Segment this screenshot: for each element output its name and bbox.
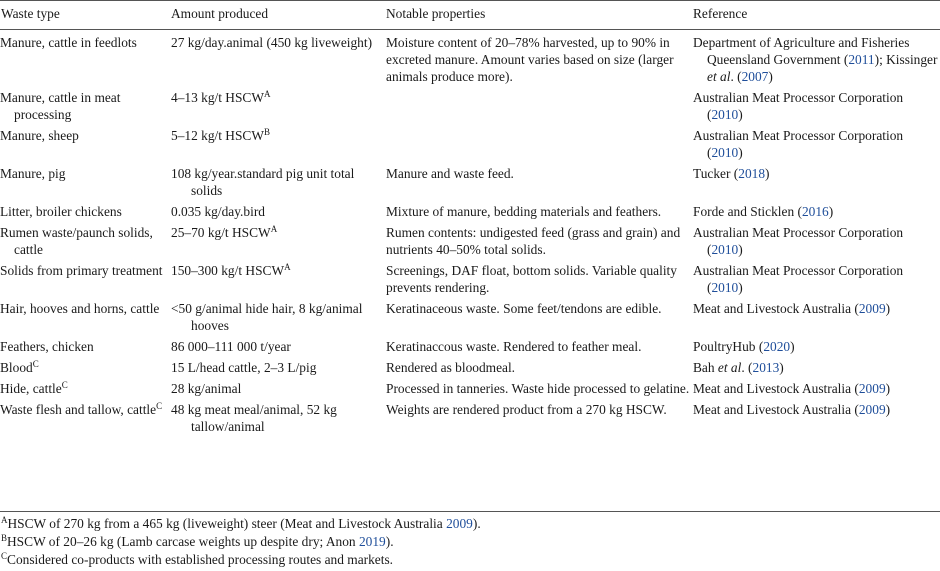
ref-year-link[interactable]: 2010 xyxy=(711,242,739,257)
table-row xyxy=(0,89,940,127)
ref-year-link[interactable]: 2011 xyxy=(848,52,875,67)
ref-text: ) xyxy=(828,204,834,219)
cell-waste xyxy=(0,359,171,380)
ref-text: Australian Meat Processor Corporation ( xyxy=(693,128,904,160)
ref-text: Meat and Livestock Australia ( xyxy=(693,301,859,316)
table-row xyxy=(0,29,940,89)
cell-amount xyxy=(171,89,386,127)
ref-text: Meat and Livestock Australia ( xyxy=(693,402,859,417)
table-row xyxy=(0,165,940,203)
cell-waste: Manure, sheep xyxy=(0,128,79,143)
table-row xyxy=(0,401,940,439)
ref-text: ); Kissinger xyxy=(874,52,938,67)
footnote xyxy=(1,533,931,551)
footnote-text: ). xyxy=(385,534,394,549)
table-row xyxy=(0,127,940,165)
ref-text: ) xyxy=(768,69,773,84)
ref-text: Meat and Livestock Australia ( xyxy=(693,381,859,396)
cell-amount: 0.035 kg/day.bird xyxy=(171,204,265,219)
cell-amount: <50 g/animal hide hair, 8 kg/animal hooves xyxy=(171,301,363,333)
cell-amount: 108 kg/year.standard pig unit total solids xyxy=(171,166,355,198)
amount-text: 25–70 kg/t HSCW xyxy=(171,225,271,240)
footnote-mark: C xyxy=(61,380,68,390)
ref-etal: et al xyxy=(717,360,742,375)
ref-text: Australian Meat Processor Corporation ( xyxy=(693,90,904,122)
header-amount: Amount produced xyxy=(171,6,269,21)
ref-text: Department of Agriculture and Fisheries Queensland Government ( xyxy=(693,35,910,67)
cell-amount: 28 kg/animal xyxy=(171,381,242,396)
table-row xyxy=(0,380,940,401)
header-waste-type: Waste type xyxy=(1,6,60,21)
cell-reference xyxy=(693,89,940,127)
cell-properties: Keratinaceous waste. Some feet/tendons are edible. xyxy=(386,301,662,316)
footnote-mark: C xyxy=(1,551,8,561)
cell-waste: Rumen waste/paunch solids, cattle xyxy=(0,225,153,257)
cell-waste: Manure, cattle in meat processing xyxy=(0,90,121,122)
cell-properties: Keratinaccous waste. Rendered to feather meal. xyxy=(386,339,642,354)
ref-text: Tucker ( xyxy=(693,166,739,181)
cell-reference xyxy=(693,380,940,401)
waste-table xyxy=(0,1,940,439)
cell-properties: Manure and waste feed. xyxy=(386,166,514,181)
footnotes xyxy=(1,515,931,569)
waste-text: Waste flesh and tallow, cattle xyxy=(0,402,157,417)
cell-waste xyxy=(0,380,171,401)
footnote-mark: A xyxy=(270,224,278,234)
footnote-year-link[interactable]: 2009 xyxy=(446,516,473,531)
ref-year-link[interactable]: 2016 xyxy=(801,204,829,219)
ref-year-link[interactable]: 2010 xyxy=(711,107,739,122)
cell-reference xyxy=(693,401,940,439)
cell-waste: Manure, cattle in feedlots xyxy=(0,35,137,50)
ref-text: ) xyxy=(790,339,795,354)
cell-reference xyxy=(693,338,940,359)
ref-text: Australian Meat Processor Corporation ( xyxy=(693,225,904,257)
ref-year-link[interactable]: 2010 xyxy=(711,145,739,160)
footnote-mark: A xyxy=(1,515,8,525)
cell-amount: 15 L/head cattle, 2–3 L/pig xyxy=(171,360,317,375)
ref-text: ) xyxy=(765,166,770,181)
ref-year-link[interactable]: 2009 xyxy=(858,381,886,396)
ref-year-link[interactable]: 2009 xyxy=(858,402,886,417)
cell-waste: Manure, pig xyxy=(0,166,66,181)
footnote-text: ). xyxy=(472,516,481,531)
table-row xyxy=(0,203,940,224)
ref-text: Bah xyxy=(693,360,718,375)
ref-text: . ( xyxy=(730,69,742,84)
header-properties: Notable properties xyxy=(386,6,486,21)
footnote-mark: A xyxy=(264,89,271,99)
amount-text: 150–300 kg/t HSCW xyxy=(171,263,285,278)
ref-text: ) xyxy=(779,360,784,375)
cell-reference xyxy=(693,127,940,165)
cell-amount: 86 000–111 000 t/year xyxy=(171,339,291,354)
footnote xyxy=(1,551,931,569)
cell-properties: Screenings, DAF float, bottom solids. Variable quality prevents rendering. xyxy=(386,263,677,295)
cell-properties xyxy=(386,89,693,127)
ref-text: ) xyxy=(885,301,891,316)
ref-text: Australian Meat Processor Corporation ( xyxy=(693,263,904,295)
footnote-mark: A xyxy=(284,262,291,272)
cell-properties xyxy=(386,127,693,165)
cell-amount: 48 kg meat meal/animal, 52 kg tallow/animal xyxy=(171,402,337,434)
cell-properties: Rumen contents: undigested feed (grass and grain) and nutrients 40–50% total solids. xyxy=(386,225,681,257)
cell-properties: Rendered as bloodmeal. xyxy=(386,360,516,375)
ref-text: ) xyxy=(738,280,743,295)
cell-waste: Solids from primary treatment xyxy=(0,263,163,278)
ref-etal: et al xyxy=(707,69,731,84)
table-bottom-rule xyxy=(0,511,940,512)
ref-text: ) xyxy=(738,107,743,122)
cell-waste: Litter, broiler chickens xyxy=(0,204,122,219)
footnote-text: HSCW of 20–26 kg (Lamb carcase weights up despite dry; Anon xyxy=(7,534,359,549)
footnote xyxy=(1,515,931,533)
table-header-row xyxy=(0,1,940,29)
cell-reference xyxy=(693,300,940,338)
cell-properties: Weights are rendered product from a 270 kg HSCW. xyxy=(386,402,667,417)
footnote-mark: C xyxy=(32,359,39,369)
footnote-text: HSCW of 270 kg from a 465 kg (liveweight) steer (Meat and Livestock Australia xyxy=(7,516,447,531)
ref-year-link[interactable]: 2013 xyxy=(752,360,780,375)
footnote-mark: B xyxy=(264,127,271,137)
cell-amount xyxy=(171,262,386,300)
ref-text: ) xyxy=(885,402,891,417)
header-reference: Reference xyxy=(693,6,748,21)
cell-waste xyxy=(0,401,171,439)
ref-year-link[interactable]: 2009 xyxy=(858,301,886,316)
table-row xyxy=(0,300,940,338)
footnote-mark: B xyxy=(1,533,8,543)
ref-text: PoultryHub ( xyxy=(693,339,764,354)
cell-amount xyxy=(171,127,386,165)
cell-reference xyxy=(693,262,940,300)
ref-year-link[interactable]: 2010 xyxy=(711,280,739,295)
waste-text: Blood xyxy=(0,360,33,375)
ref-text: Forde and Sticklen ( xyxy=(693,204,802,219)
table-row xyxy=(0,262,940,300)
ref-year-link[interactable]: 2007 xyxy=(741,69,769,84)
cell-waste: Feathers, chicken xyxy=(0,339,94,354)
cell-reference xyxy=(693,165,940,203)
cell-amount xyxy=(171,224,386,262)
cell-waste: Hair, hooves and horns, cattle xyxy=(0,301,160,316)
ref-year-link[interactable]: 2020 xyxy=(763,339,791,354)
cell-reference xyxy=(693,203,940,224)
table-row xyxy=(0,359,940,380)
amount-text: 5–12 kg/t HSCW xyxy=(171,128,264,143)
footnote-year-link[interactable]: 2019 xyxy=(358,534,386,549)
footnote-mark: C xyxy=(156,401,163,411)
ref-text: ) xyxy=(738,242,743,257)
ref-text: ) xyxy=(738,145,743,160)
cell-reference xyxy=(693,29,940,89)
cell-properties: Moisture content of 20–78% harvested, up to 90% in excreted manure. Amount varies based on size (larger animals produce more). xyxy=(386,35,674,84)
cell-amount: 27 kg/day.animal (450 kg liveweight) xyxy=(171,35,373,50)
amount-text: 4–13 kg/t HSCW xyxy=(171,90,264,105)
waste-text: Hide, cattle xyxy=(0,381,62,396)
table-row xyxy=(0,338,940,359)
footnote-text: Considered co-products with established processing routes and markets. xyxy=(7,552,394,567)
cell-reference xyxy=(693,224,940,262)
cell-properties: Mixture of manure, bedding materials and feathers. xyxy=(386,204,662,219)
cell-reference xyxy=(693,359,940,380)
cell-properties: Processed in tanneries. Waste hide processed to gelatine. xyxy=(386,381,690,396)
ref-text: . ( xyxy=(741,360,753,375)
ref-year-link[interactable]: 2018 xyxy=(738,166,766,181)
ref-text: ) xyxy=(885,381,891,396)
table-row xyxy=(0,224,940,262)
